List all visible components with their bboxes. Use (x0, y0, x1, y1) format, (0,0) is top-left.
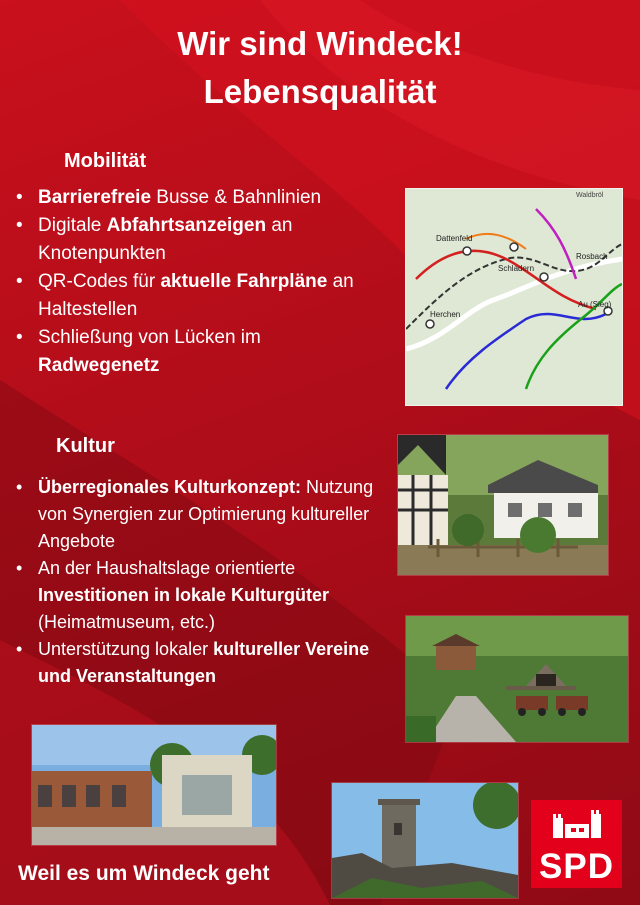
map-label-schladern: Schladern (498, 264, 535, 273)
transit-map-image (405, 188, 623, 406)
list-item: • Überregionales Kulturkonzept: Nutzung von Synergien zur Optimierung kultureller Angebote (14, 474, 379, 555)
map-label-herchen: Herchen (430, 310, 461, 319)
list-item: • Barrierefreie Busse & Bahnlinien (14, 184, 386, 212)
map-label-dattenfeld: Dattenfeld (436, 234, 473, 243)
list-item: • An der Haushaltslage orientierte Investitionen in lokale Kulturgüter (Heimatmuseum, etc.) (14, 555, 379, 636)
photo-mine-entrance (405, 615, 629, 743)
list-item: • Schließung von Lücken im Radwegenetz (14, 324, 386, 380)
photo-castle-ruin (331, 782, 519, 899)
page-subtitle: Lebensqualität (203, 73, 437, 110)
section-heading-culture: Kultur (56, 435, 115, 457)
logo-text: SPD (539, 847, 614, 886)
footer-slogan: Weil es um Windeck geht (18, 862, 270, 885)
photo-half-timbered-house (397, 434, 609, 576)
spd-logo (531, 800, 622, 888)
mobility-list (14, 184, 386, 380)
castle-icon (531, 804, 622, 848)
list-item: • Digitale Abfahrtsanzeigen an Knotenpunkten (14, 212, 386, 268)
photo-museum-buildings (31, 724, 277, 846)
map-label-au: Au (Sieg) (578, 300, 612, 309)
map-label-rosbach: Rosbach (576, 252, 608, 261)
list-item: • QR-Codes für aktuelle Fahrpläne an Haltestellen (14, 268, 386, 324)
section-heading-mobility: Mobilität (64, 150, 147, 172)
transit-map-graphic (406, 189, 622, 405)
map-label-waldbrol: Waldbröl (576, 192, 604, 199)
list-item: • Unterstützung lokaler kultureller Vereine und Veranstaltungen (14, 636, 379, 690)
culture-list (14, 474, 379, 690)
page-title: Wir sind Windeck! (177, 25, 463, 62)
